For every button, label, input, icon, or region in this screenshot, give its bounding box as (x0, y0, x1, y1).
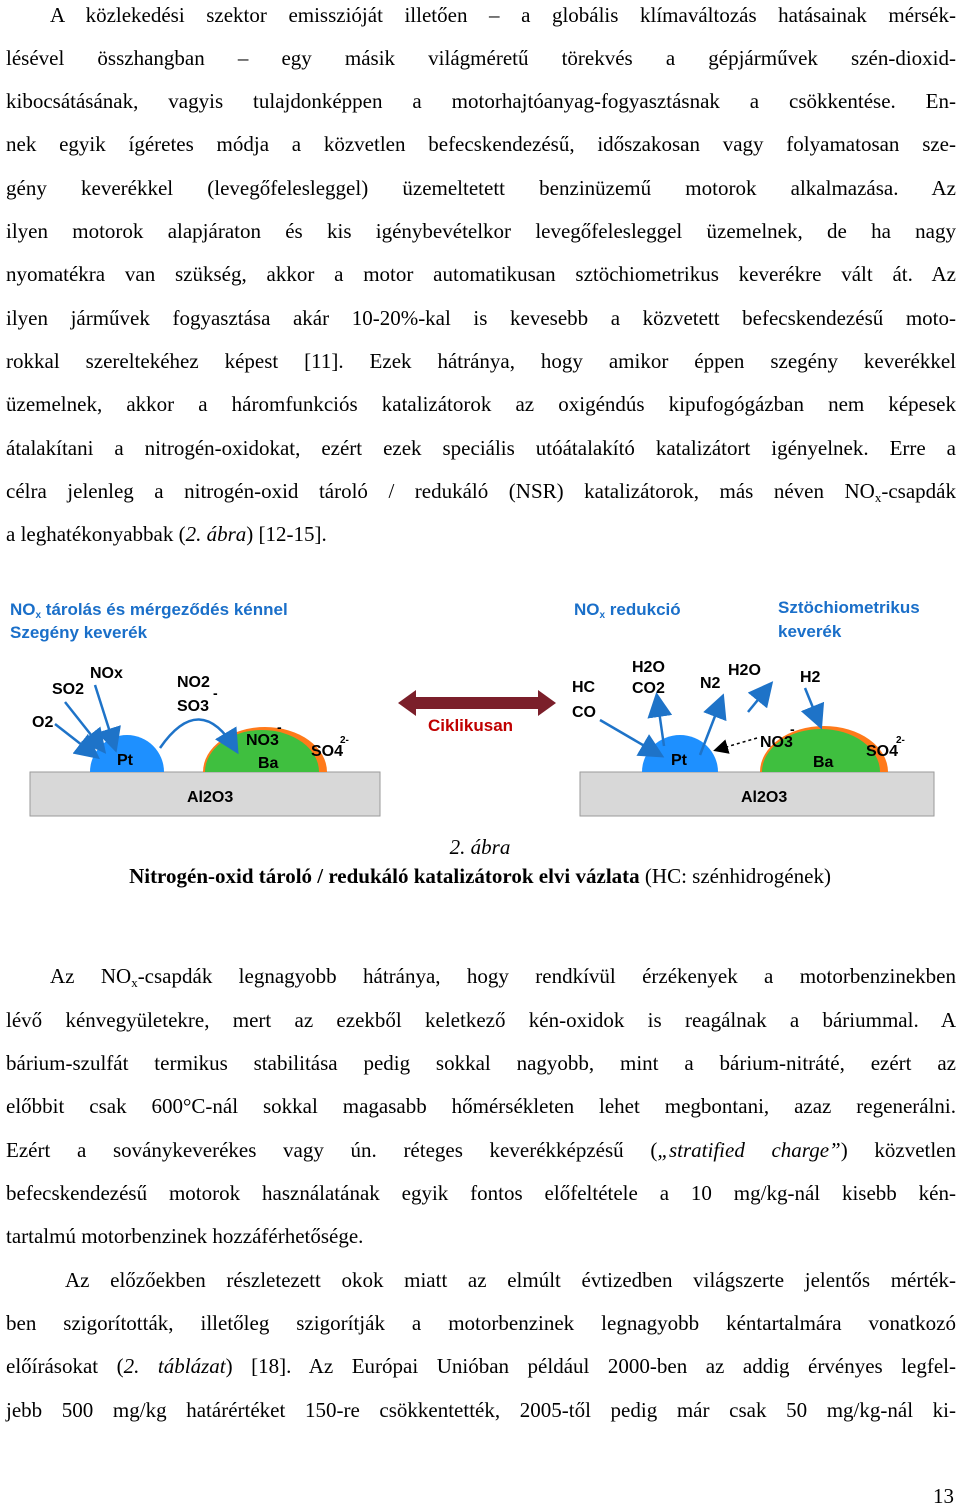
left-al2o3-label: Al2O3 (187, 789, 234, 806)
text-line: lévő kénvegyületekre, mert az ezekből keletkező kén-oxidok is reagálnak a báriummal. A (6, 1008, 956, 1032)
h2o-label-1: H2O (632, 659, 665, 676)
text-line: lésével összhangban – egy másik világméretű törekvés a gépjárművek szén-dioxid- (6, 46, 956, 70)
text-line: ilyen járművek fogyasztása akár 10-20%-kal is kevesebb a közvetett befecskendezésű moto- (6, 306, 956, 330)
svg-text:-: - (213, 685, 218, 701)
right-title-line-1: Sztöchiometrikus (778, 598, 920, 617)
figure-number: 2. ábra (449, 835, 511, 859)
hc-label: HC (572, 679, 596, 696)
text-line: nyomatékra van szükség, akkor a motor automatikusan sztöchiometrikus keverékre vált át. Az (6, 262, 956, 286)
cyclic-double-arrow (398, 690, 556, 716)
co2-label: CO2 (632, 680, 665, 697)
text-line: célra jelenleg a nitrogén-oxid tároló / redukáló (NSR) katalizátorok, más néven $NO_x$-csapdák (6, 479, 956, 505)
nsr-catalyst-diagram (0, 590, 960, 825)
text-line: átalakítani a nitrogén-oxidokat, ezért ezek speciális utóátalakító katalizátort igényelnek. Erre a (6, 436, 956, 460)
text-line: üzemelnek, akkor a háromfunkciós katalizátorok az oxigéndús kipufogógázban nem képesek (6, 392, 956, 416)
text-line: Az előzőekben részletezett okok miatt az elmúlt évtizedben világszerte jelentős mérték- (65, 1268, 956, 1292)
left-pt-label: Pt (117, 752, 133, 769)
cyclic-label: Ciklikusan (428, 716, 514, 735)
text-line: Az $NO_x$-csapdák legnagyobb hátránya, hogy rendkívül érzékenyek a motorbenzinekben (50, 964, 957, 990)
text-line: gény keverékkel (levegőfelesleggel) üzemeltetett benzinüzemű motorok alkalmazása. Az (6, 176, 956, 200)
text-line: előírásokat (2. táblázat) [18]. Az Európai Unióban például 2000-ben az addig érvényes legfel- (6, 1354, 957, 1378)
nox-label: NOx (90, 665, 123, 682)
co-label: CO (572, 704, 596, 721)
svg-text:2-: 2- (340, 735, 349, 746)
text-line: előbbit csak 600°C-nál sokkal magasabb hőmérsékleten lehet megbontani, azaz regenerálni. (6, 1094, 956, 1118)
right-ba-label: Ba (813, 754, 834, 771)
mid-title: NOx redukció (574, 600, 681, 621)
text-line: jebb 500 mg/kg határértéket 150-re csökkentették, 2005-től pedig már csak 50 mg/kg-nál ki- (6, 1398, 956, 1422)
h2-label: H2 (800, 669, 821, 686)
text-line: Ezért a soványkeverékes vagy ún. réteges keverékképzésű („stratified charge”) közvetlen (6, 1138, 957, 1162)
no2-label: NO2 (177, 674, 210, 691)
right-title-line-2: keverék (778, 622, 842, 641)
left-no3-label: NO3 (246, 732, 279, 749)
left-title-line-1: NOx tárolás és mérgeződés kénnel (10, 600, 288, 621)
so2-label: SO2 (52, 681, 85, 698)
text-line: A közlekedési szektor emisszióját illetően – a globális klímaváltozás hatásainak mérsék- (50, 3, 956, 27)
right-so4-label: SO4 (866, 743, 899, 760)
figure-caption: Nitrogén-oxid tároló / redukáló katalizátorok elvi vázlata (HC: szénhidrogének) (129, 864, 831, 888)
page-number: 13 (933, 1484, 954, 1508)
right-no3-label: NO3 (760, 734, 793, 751)
text-line: kibocsátásának, vagyis tulajdonképpen a motorhajtóanyag-fogyasztásnak a csökkentése. En- (6, 89, 956, 113)
n2-label: N2 (700, 675, 721, 692)
text-line: rokkal szereltekéhez képest [11]. Ezek hátránya, hogy amikor éppen szegény keverékkel (6, 349, 956, 373)
left-ba-label: Ba (258, 755, 279, 772)
text-line: nek egyik ígéretes módja a közvetlen befecskendezésű, időszakosan vagy folyamatosan sze- (6, 132, 956, 156)
text-line: ben szigorították, illetőleg szigorítják a motorbenzinek legnagyobb kéntartalmára vonatkozó (6, 1311, 956, 1335)
text-line: bárium-szulfát termikus stabilitása pedig sokkal nagyobb, mint a bárium-nitráté, ezért az (6, 1051, 956, 1075)
left-title-line-2: Szegény keverék (10, 623, 148, 642)
h2o-label-2: H2O (728, 662, 761, 679)
svg-text:-: - (790, 721, 795, 737)
o2-label: O2 (32, 714, 54, 731)
svg-text:2-: 2- (896, 735, 905, 746)
text-line: ilyen motorok alapjáraton és kis igénybevételkor levegőfelesleggel üzemelnek, de ha nagy (6, 219, 956, 243)
so3-label: SO3 (177, 698, 210, 715)
text-line: tartalmú motorbenzinek hozzáférhetősége. (6, 1224, 364, 1248)
text-line: befecskendezésű motorok használatának egyik fontos előfeltétele a 10 mg/kg-nál kisebb kén- (6, 1181, 956, 1205)
text-line: a leghatékonyabbak (2. ábra) [12-15]. (6, 522, 327, 546)
left-so4-label: SO4 (311, 743, 344, 760)
right-pt-label: Pt (671, 752, 687, 769)
svg-text:-: - (277, 719, 282, 735)
right-al2o3-label: Al2O3 (741, 789, 788, 806)
